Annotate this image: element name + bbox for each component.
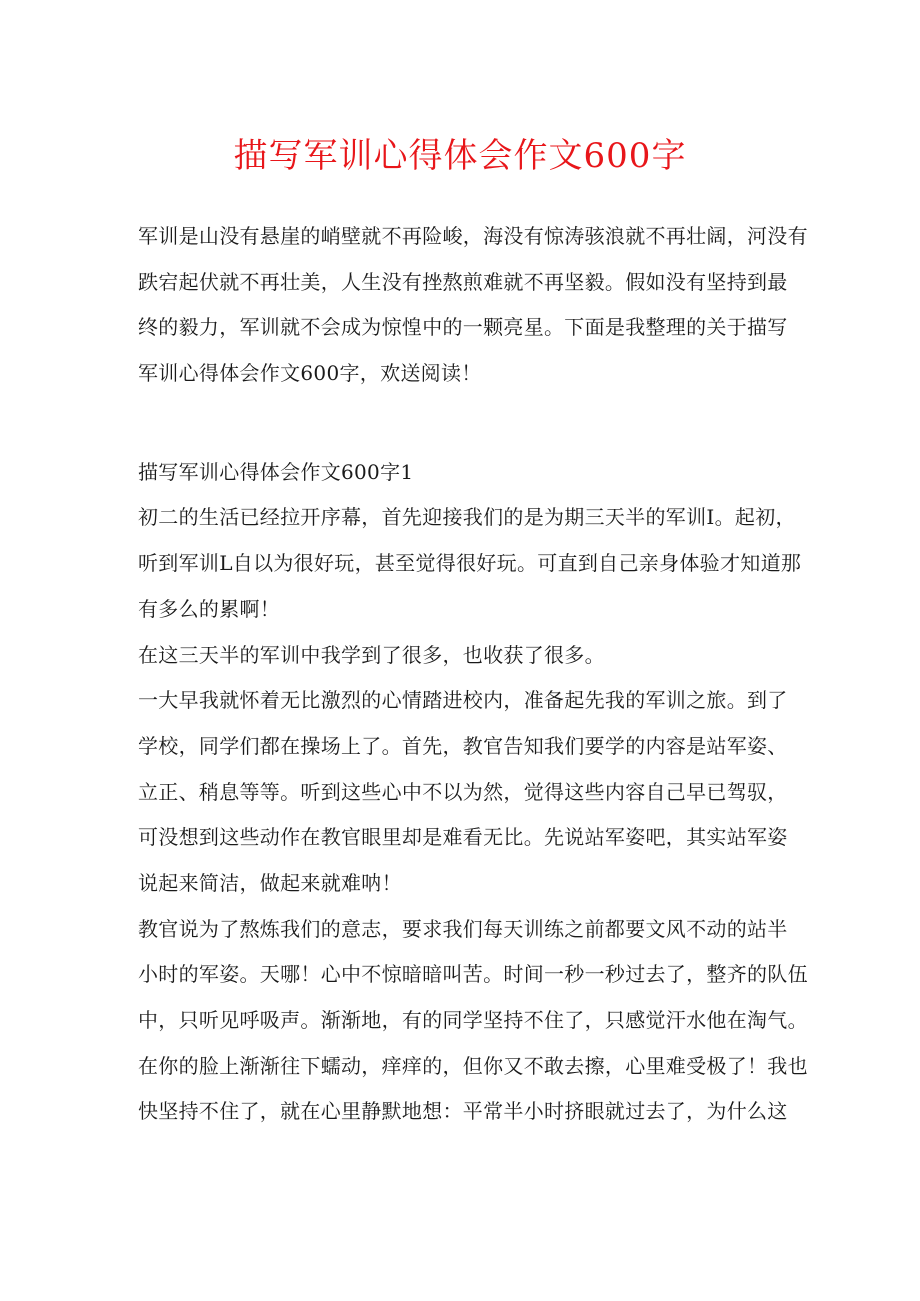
paragraph-gap [138,397,788,450]
body-line: 小时的军姿。天哪！心中不惊暗暗叫苦。时间一秒一秒过去了，整齐的队伍 [138,962,808,987]
intro-line: 军训是山没有悬崖的峭壁就不再险峻，海没有惊涛骇浪就不再壮阔，河没有 [138,224,808,248]
body-line: 说起来简洁，做起来就难呐！ [138,870,402,895]
document-title: 描写军训心得体会作文600字 [233,136,687,176]
body-line: 初二的生活已经拉开序幕，首先迎接我们的是为期三天半的军训I。起初， [138,505,796,530]
body-line: 快坚持不住了，就在心里静默地想：平常半小时挤眼就过去了，为什么这 [138,1099,788,1124]
intro-line: 军训心得体会作文600字，欢送阅读！ [138,361,482,386]
section-heading: 描写军训心得体会作文600字1 [138,459,414,484]
body-line: 听到军训L自以为很好玩，甚至觉得很好玩。可直到自己亲身体验才知道那 [138,551,802,576]
body-line: 可没想到这些动作在教官眼里却是难看无比。先说站军姿吧，其实站军姿 [138,825,788,850]
body-line: 学校，同学们都在操场上了。首先，教官告知我们要学的内容是站军姿、 [138,733,788,758]
intro-line: 终的毅力，军训就不会成为惊惶中的一颗亮星。下面是我整理的关于描写 [138,315,788,340]
body-line: 立正、稍息等等。听到这些心中不以为然，觉得这些内容自己早已驾驭， [138,779,788,804]
body-line: 在这三天半的军训中我学到了很多，也收获了很多。 [138,642,605,667]
body-line: 有多么的累啊！ [138,596,281,621]
body-line: 教官说为了熬炼我们的意志，要求我们每天训练之前都要文风不动的站半 [138,916,788,941]
intro-line: 跌宕起伏就不再壮美，人生没有挫熬煎难就不再坚毅。假如没有坚持到最 [138,269,788,294]
body-line: 在你的脸上渐渐往下蠕动，痒痒的，但你又不敢去擦，心里难受极了！我也 [138,1053,808,1078]
body-line: 一大早我就怀着无比激烈的心情踏进校内，准备起先我的军训之旅。到了 [138,688,788,713]
body-line: 中，只听见呼吸声。渐渐地，有的同学坚持不住了，只感觉汗水他在淘气。 [138,1008,808,1032]
document-body [138,214,808,1135]
